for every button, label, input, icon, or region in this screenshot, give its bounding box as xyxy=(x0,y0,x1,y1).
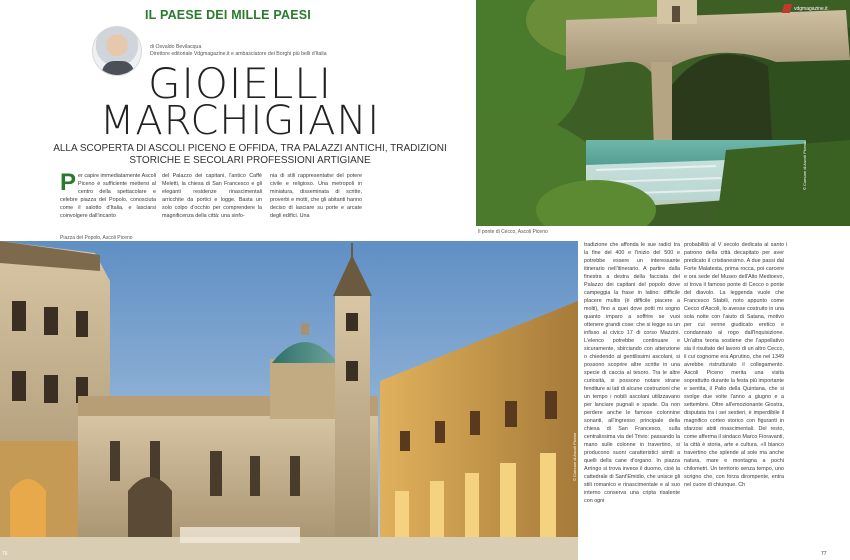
page-number-right: 77 xyxy=(821,551,827,557)
subtitle: ALLA SCOPERTA DI ASCOLI PICENO E OFFIDA, TRA PALAZZI ANTICHI, TRADIZIONI STORICHE E SECOLARI PROFESSIONI ARTIGIANE xyxy=(53,143,447,166)
caption-ponte: Il ponte di Cecco, Ascoli Piceno xyxy=(478,229,548,235)
byline xyxy=(150,44,450,58)
intro-column-1 xyxy=(60,172,156,234)
title-line-2: MARCHIGIANI xyxy=(99,98,381,144)
intro-column-3: nia di stili rappresentativi del potere civile e religioso. Una metropoli in miniatura, disseminata di scritte, proverbi e motti, che gli abitanti hanno deciso di lasciare su porte e arcate degli edifici. Una xyxy=(270,173,362,219)
caption-piazza: Piazza del Popolo, Ascoli Piceno xyxy=(60,235,133,241)
author-role: Direttore editoriale Vdgmagazine.it e ambasciatore dei Borghi più belli d'Italia xyxy=(150,51,327,57)
section-title: IL PAESE DEI MILLE PAESI xyxy=(145,8,311,22)
body-column-6: i xyxy=(786,242,788,248)
intro-column-2: del Palazzo dei capitani, l'antico Caffè Meletti, la chiesa di San Francesco e gli eleganti residenze rinascimentali arricchite da portici e logge. Basta un solo colpo d'occhio per comprendere la magnificenza della città: una sinfo- xyxy=(162,173,262,219)
photo-credit-main: © Comune di Ascoli Piceno xyxy=(572,432,577,481)
brand-name: vdgmagazine.it xyxy=(794,6,828,12)
photo-credit-right: © Comune di Ascoli Piceno xyxy=(802,141,807,190)
body-column-4: tradizione che affonda le sue radici tra la fine del 400 e l'inizio del 500 e potrebbe essere un interessante itinerario nell'itinerario. A partire dalla finestra a destra della facciata del Palazzo dei capitani del popolo dove campeggia la frase in latino: difficile placere multis (è difficile piacere a molti), fino a quei dove potti mi sogno quanto imparo a soffrire se vuoi ottenere grandi cose: che si legge su un infisso al civico 17 di corso Mazzini. L'elenco potrebbe continuare e sicuramente, sbirciando con attenzione o chiedendo ai gentilissimi ascolani, si possono scoprire altre scritte in una specie di caccia al tesoro. Tra le altre curiosità, si possono notare strane fenditure ai lati di alcune costruzioni che un tempo i nobili ascolani utilizzavano per lanciare pugnali e spade. Da non perdere anche le famose colonnine sonanti, all'ingresso principale della chiesa di San Francesco, sulla centralissima via del Trivio: passando la mano sulle colonne in travertino, si producono suoni caratteristici simili a quelli della cane d'organo. In piazza Arringo si trova invece il duomo, cioè la cattedrale di Sant'Emidio, che unisce gli stili romanico e rinascimentale e al suo interno conserva una cripta risalente con ogni xyxy=(584,242,680,504)
intro-text-1: er capire immediatamente Ascoli Piceno è sufficiente mettersi al centro della spettacolare e celebre piazza del Popolo, conosciuta come il salotto d'Italia, e lasciarsi coinvolgere dall'incanto xyxy=(60,173,156,219)
author-name: di Osvaldo Bevilacqua xyxy=(150,44,202,50)
drop-cap: P xyxy=(60,172,77,196)
ponte-illustration xyxy=(476,0,850,226)
piazza-illustration xyxy=(0,241,578,560)
page-number-left: 76 xyxy=(2,551,8,557)
body-column-5: probabilità al V secolo dedicata al santo patrono della città decapitato per aver predicato il cristianesimo. A due passi dal Forte Malatesta, prima rocca, poi carcere e ora sede del Museo dell'Alto Medioevo, si trova il famoso ponte di Cecco o ponte del diavolo. La leggenda vuole che Francesco Stabili, noto appunto come Cecco d'Ascoli, lo avesse costruito in una sola notte con l'aiuto di Satana, motivo per cui venne giudicato eretico e condannato al rogo dall'Inquisizione. Un'altra teoria sostiene che l'appellativo sia il risultato del lavoro di un altro Cecco, il cui cognome era Aprutino, che nel 1349 avrebbe ristrutturato il collegamento. Ascoli Piceno merita una visita soprattutto durante la festa più importante e sentita, il Palio della Quintana, che si svolge due volte l'anno a giugno e a settembre. Oltre all'emozionante Giostra, disputata tra i sei sestieri, è imperdibile il magnifico corteo storico con figuranti in sfarzosi abiti rinascimentali. Del resto, come afferma il sindaco Marco Fioravanti, la città è storia, arte e cultura. «Il bianco travertino che splende al sole ma anche natura, mare e montagna a pochi chilometri. Un territorio senza tempo, uno scrigno che, con forza dirompente, entra nel cuore di chiunque. Ch xyxy=(684,242,784,488)
photo-piazza-del-popolo xyxy=(0,241,578,560)
photo-ponte-di-cecco xyxy=(476,0,850,226)
title-line-1: GIOIELLI xyxy=(147,59,333,108)
